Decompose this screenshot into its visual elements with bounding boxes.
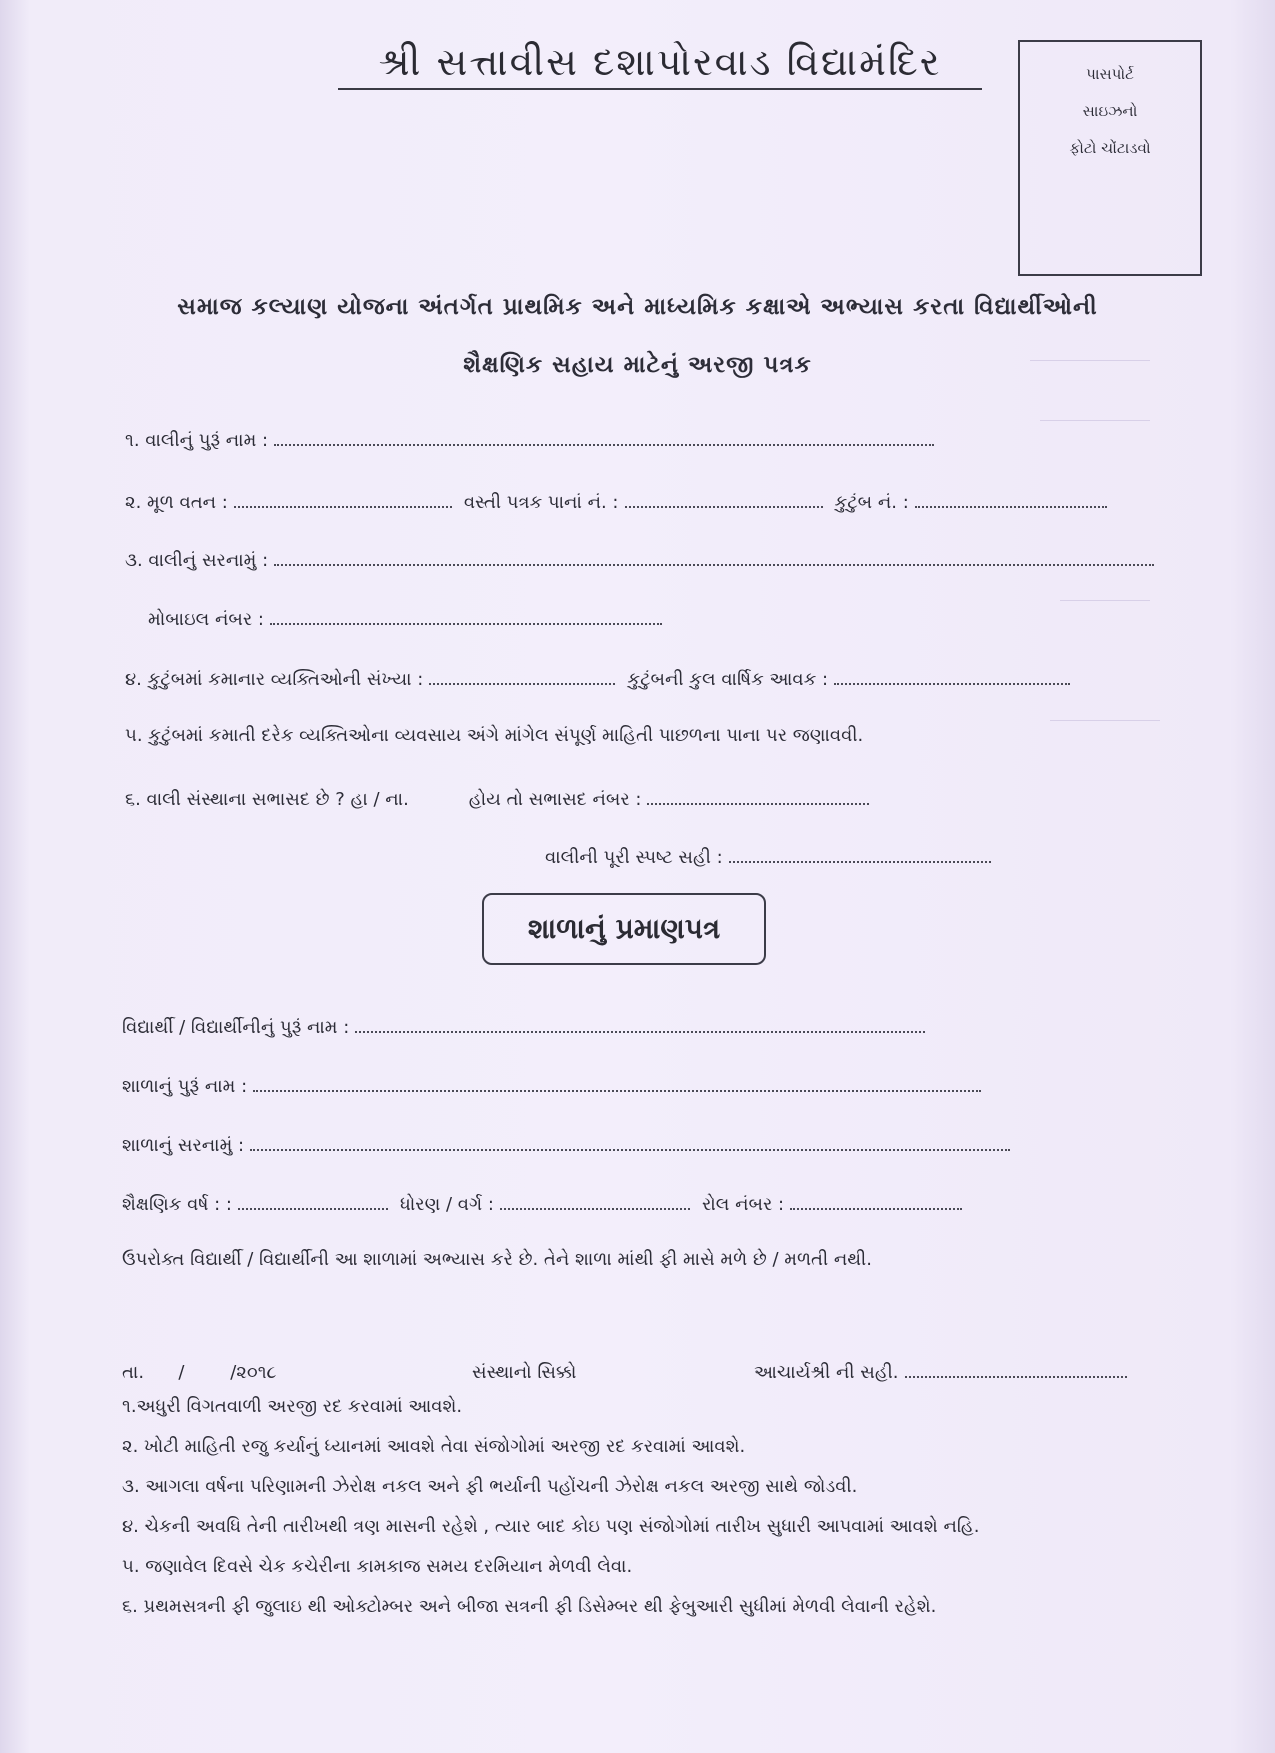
field-membership [125,785,881,810]
field-earning-members [125,665,1082,690]
field-label: હોય તો સભાસદ નંબર : [468,789,642,810]
note-item: ૪. ચેકની અવધિ તેની તારીખથી ત્રણ માસની રહેશે , ત્યાર બાદ કોઇ પણ સંજોગોમાં તારીખ સુધારી આપવામાં આવશે નહિ. [122,1516,980,1537]
student-name-input[interactable] [355,1013,925,1033]
school-certificate-title: શાળાનું પ્રમાણપત્ર [482,893,766,965]
school-name-input[interactable] [253,1072,981,1092]
field-mobile [148,605,674,630]
field-label: વાલીની પૂરી સ્પષ્ટ સહી : [545,847,723,868]
field-label: ૪. કુટુંબમાં કમાનાર વ્યક્તિઓની સંખ્યા : [125,669,424,690]
field-parent-address [125,546,1166,571]
field-school-address [122,1131,1022,1156]
school-title: શ્રી સત્તાવીસ દશાપોરવાડ વિદ્યામંદિર [378,40,942,84]
field-label: વિદ્યાર્થી / વિદ્યાર્થીનીનું પુરૂં નામ : [122,1017,350,1038]
roll-number-input[interactable] [790,1190,962,1210]
note-item: ૧.અધુરી વિગતવાળી અરજી રદ કરવામાં આવશે. [122,1396,463,1417]
school-statement [122,1249,872,1270]
field-parent-signature [545,843,1003,868]
field-label: ૬. વાલી સંસ્થાના સભાસદ છે ? હા / ના. [125,789,409,810]
parent-address-input[interactable] [274,546,1154,566]
statement-text: ઉપરોક્ત વિદ્યાર્થી / વિદ્યાર્થીની આ શાળામાં અભ્યાસ કરે છે. તેને શાળા માંથી ફી માસે મળે છે / મળતી નથી. [122,1249,872,1270]
date-field[interactable]: તા. / /૨૦૧૮ [122,1362,277,1383]
family-number-input[interactable] [915,488,1107,508]
title-underline [338,88,982,90]
note-item: ૬. પ્રથમસત્રની ફી જુલાઇ થી ઓક્ટોમ્બર અને બીજા સત્રની ફી ડિસેમ્બર થી ફેબુઆરી સુધીમાં મેળવી લેવાની રહેશે. [122,1596,937,1617]
institution-seal-label: સંસ્થાનો સિક્કો [472,1362,577,1383]
field-student-name [122,1013,937,1038]
member-number-input[interactable] [647,785,869,805]
field-label: રોલ નંબર : [701,1194,785,1215]
form-heading-line2: શૈક્ષણિક સહાય માટેનું અરજી પત્રક [463,352,812,378]
standard-input[interactable] [500,1190,690,1210]
field-native-place [125,488,1119,513]
field-label: ૩. વાલીનું સરનામું : [125,550,269,571]
photo-box-line: ફોટો ચોંટાડવો [1069,139,1151,157]
field-label: કુટુંબ નં. : [834,492,909,513]
field-label: ૧. વાલીનું પુરૂં નામ : [125,430,269,451]
passport-photo-box [1018,40,1202,276]
field-label: ૫. કુટુંબમાં કમાતી દરેક વ્યક્તિઓના વ્યવસાય અંગે માંગેલ સંપૂર્ણ માહિતી પાછળના પાના પર જણાવવી. [125,725,864,746]
parent-name-input[interactable] [274,426,934,446]
field-occupation-note [125,725,863,746]
field-label: આચાર્યશ્રી ની સહી. [754,1362,899,1383]
field-label: મોબાઇલ નંબર : [148,609,264,630]
field-label: કુટુંબની કુલ વાર્ષિક આવક : [627,669,829,690]
native-place-input[interactable] [234,488,452,508]
annual-income-input[interactable] [834,665,1070,685]
field-academic-details [122,1190,974,1215]
field-label: શાળાનું સરનામું : [122,1135,245,1156]
field-label: શાળાનું પુરૂં નામ : [122,1076,248,1097]
school-address-input[interactable] [250,1131,1010,1151]
field-label: શૈક્ષણિક વર્ષ : : [122,1194,232,1215]
academic-year-input[interactable] [238,1190,388,1210]
bleed-line [1040,420,1150,421]
photo-box-line: સાઇઝનો [1082,102,1138,120]
principal-signature-input[interactable] [905,1358,1127,1378]
census-page-input[interactable] [625,488,823,508]
field-label: વસ્તી પત્રક પાનાં નં. : [463,492,619,513]
note-item: ૨. ખોટી માહિતી રજુ કર્યાનું ધ્યાનમાં આવશે તેવા સંજોગોમાં અરજી રદ કરવામાં આવશે. [122,1436,746,1457]
parent-signature-input[interactable] [729,843,991,863]
bleed-line [1060,600,1150,601]
photo-box-line: પાસપોર્ટ [1086,65,1134,83]
field-parent-name [125,426,946,451]
bleed-line [1050,720,1160,721]
signature-row [122,1358,1139,1383]
field-label: ધોરણ / વર્ગ : [400,1194,494,1215]
note-item: ૩. આગલા વર્ષના પરિણામની ઝેરોક્ષ નકલ અને ફી ભર્યાની પહોંચની ઝેરોક્ષ નકલ અરજી સાથે જોડવી. [122,1476,858,1497]
note-item: ૫. જણાવેલ દિવસે ચેક કચેરીના કામકાજ સમય દરમિયાન મેળવી લેવા. [122,1556,633,1577]
mobile-input[interactable] [270,605,662,625]
earning-members-input[interactable] [429,665,615,685]
field-label: ૨. મૂળ વતન : [125,492,228,513]
field-school-name [122,1072,993,1097]
form-heading-line1: સમાજ કલ્યાણ યોજના અંતર્ગત પ્રાથમિક અને માધ્યમિક કક્ષાએ અભ્યાસ કરતા વિદ્યાર્થીઓની [177,294,1098,320]
